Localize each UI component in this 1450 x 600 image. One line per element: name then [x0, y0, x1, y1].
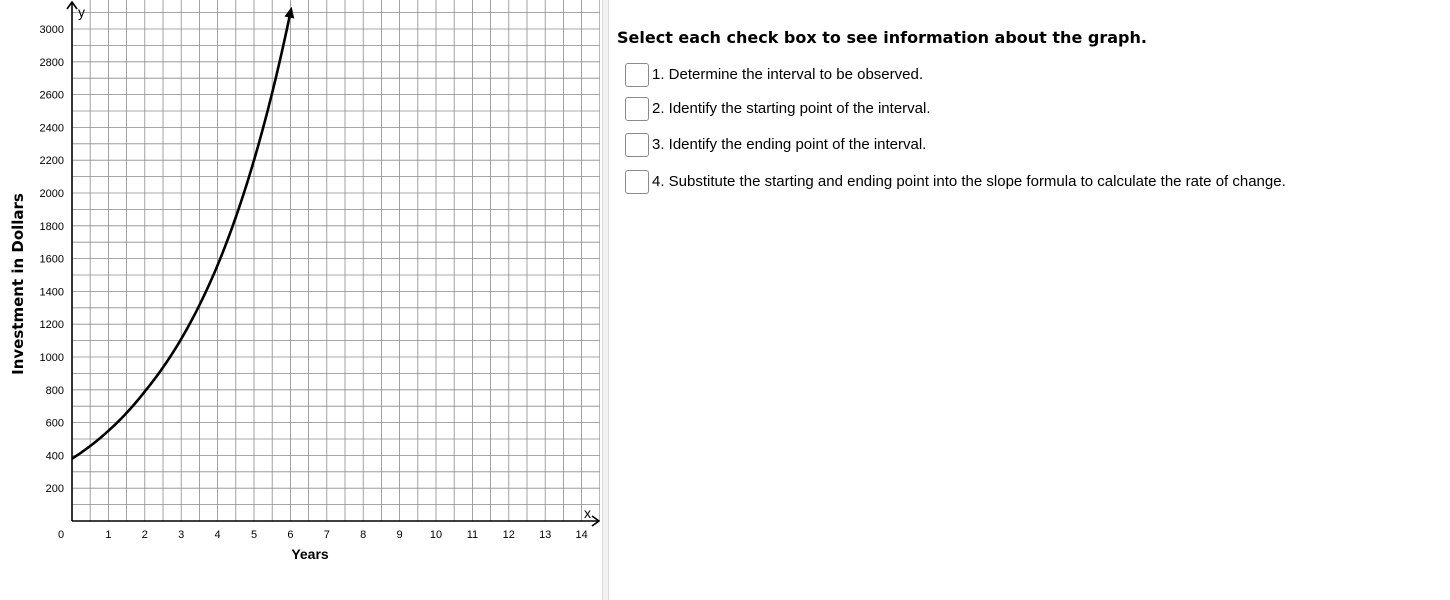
y-tick-label: 400 [45, 450, 64, 463]
x-tick-label: 1 [105, 529, 112, 541]
axes [67, 2, 599, 526]
x-tick-label: 7 [323, 529, 330, 541]
grid [72, 0, 600, 521]
x-tick-label: 13 [539, 529, 552, 541]
step-4-label: 4. Substitute the starting and ending point into the slope formula to calculate the rate of change. [652, 173, 1286, 190]
instructions-panel [617, 28, 1437, 190]
y-axis-symbol: y [78, 4, 85, 20]
x-tick-label: 3 [178, 529, 185, 541]
step-4 [625, 168, 1286, 196]
y-tick-label: 1000 [39, 352, 64, 364]
x-tick-label: 6 [287, 529, 294, 541]
y-tick-label: 2200 [39, 155, 64, 168]
tick-labels [40, 24, 588, 541]
x-tick-label: 4 [214, 529, 221, 541]
x-tick-label: 9 [396, 529, 403, 541]
x-tick-label: 12 [502, 529, 515, 541]
x-tick-label: 2 [141, 529, 148, 541]
y-tick-label: 3000 [39, 24, 64, 36]
y-tick-label: 2000 [39, 188, 64, 200]
y-tick-label: 1400 [39, 286, 64, 299]
y-tick-label: 2600 [39, 89, 64, 102]
step-4-checkbox[interactable] [625, 170, 649, 194]
x-axis-symbol: x [584, 505, 591, 521]
series-layer [72, 7, 294, 459]
y-tick-label: 2800 [39, 56, 64, 69]
y-tick-label: 2400 [39, 122, 64, 135]
y-tick-label: 1800 [39, 220, 64, 233]
y-tick-label: 200 [45, 483, 64, 496]
graph-panel [0, 0, 600, 600]
y-tick-label: 1200 [39, 319, 64, 332]
step-3 [625, 131, 926, 159]
step-1-label: 1. Determine the interval to be observed. [652, 66, 923, 83]
y-tick-label: 600 [45, 417, 64, 430]
y-tick-label: 1600 [39, 253, 64, 266]
step-3-label: 3. Identify the ending point of the interval. [652, 136, 927, 153]
step-1 [625, 61, 923, 89]
x-tick-label: 14 [575, 529, 588, 541]
y-tick-label: 800 [45, 384, 64, 397]
x-axis-title: Years [291, 546, 329, 562]
x-tick-label: 8 [360, 529, 367, 541]
step-2-checkbox[interactable] [625, 97, 649, 121]
x-tick-label: 11 [466, 529, 479, 541]
step-2-label: 2. Identify the starting point of the interval. [652, 100, 931, 117]
step-3-checkbox[interactable] [625, 133, 649, 157]
origin-label: 0 [57, 529, 65, 541]
step-2 [625, 95, 931, 123]
instructions-heading: Select each check box to see information about the graph. [617, 28, 1147, 47]
step-1-checkbox[interactable] [625, 63, 649, 87]
panel-divider[interactable] [602, 0, 609, 600]
x-tick-label: 5 [250, 529, 258, 541]
y-axis-title: Investment in Dollars [9, 193, 27, 375]
x-tick-label: 10 [429, 529, 443, 541]
investment-graph [0, 0, 600, 600]
